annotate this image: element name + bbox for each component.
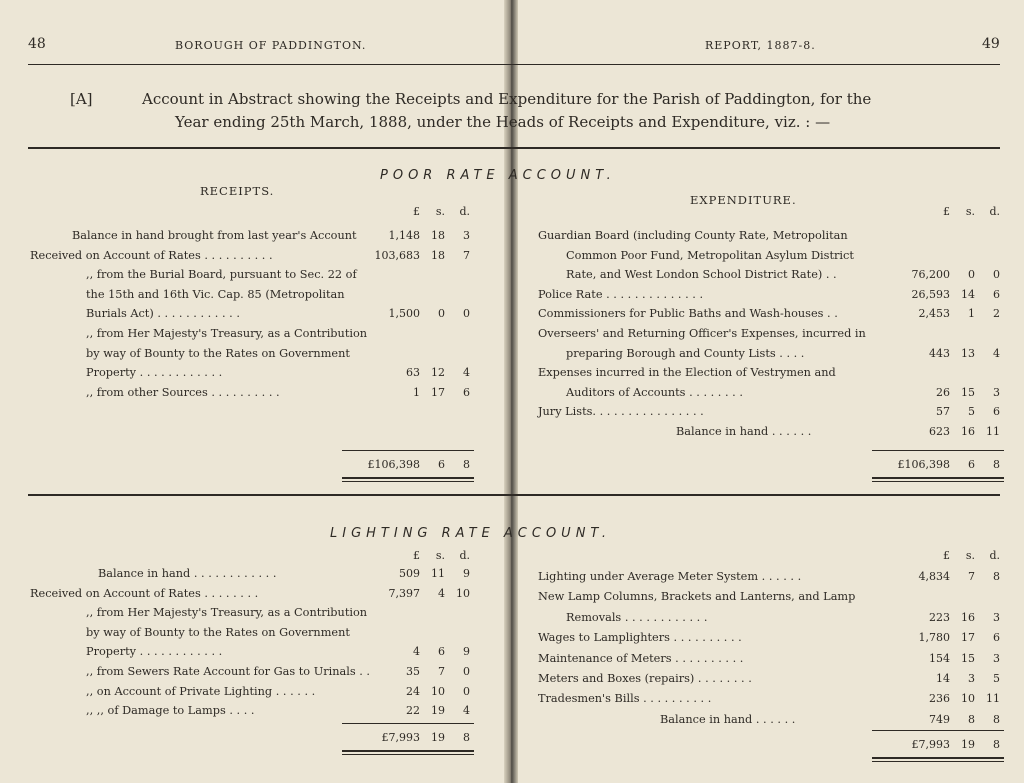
lighting-receipts-item-pence: 0 <box>463 665 470 678</box>
poor-expenditure-item-pence: 3 <box>993 385 1000 399</box>
poor-expenditure-shilling-header: s. <box>965 205 975 218</box>
lighting-expenditure-item-shillings: 10 <box>961 692 975 706</box>
running-header-right: REPORT, 1887-8. <box>705 39 816 52</box>
poor-expenditure-item-pence: 2 <box>993 307 1000 321</box>
lighting-rate-heading: LIGHTING RATE ACCOUNT. <box>330 526 611 541</box>
lighting-receipts-item-pence: 9 <box>463 645 470 659</box>
poor-expenditure-pence-header: d. <box>989 205 1000 218</box>
page-number-left: 48 <box>28 36 46 52</box>
poor-receipts-total-pence: 8 <box>463 458 470 471</box>
poor-receipts-item-pounds: 1,148 <box>388 229 420 242</box>
lighting-expenditure-total-shillings: 19 <box>961 738 975 751</box>
lighting-expenditure-total-double-rule-1 <box>872 757 1004 759</box>
poor-expenditure-item-shillings: 5 <box>968 405 975 419</box>
poor-receipts-heading: RECEIPTS. <box>200 184 275 198</box>
poor-receipts-item-shillings: 18 <box>431 248 445 262</box>
lighting-expenditure-total-double-rule-2 <box>872 761 1004 762</box>
lighting-expenditure-item-text: Maintenance of Meters . . . . . . . . . . <box>538 651 744 665</box>
poor-expenditure-item-shillings: 13 <box>961 346 975 360</box>
lighting-expenditure-item-pence: 6 <box>993 631 1000 645</box>
lighting-expenditure-item-shillings: 16 <box>961 610 975 624</box>
poor-expenditure-item-pounds: 57 <box>936 405 950 419</box>
lighting-receipts-item-shillings: 19 <box>431 704 445 718</box>
poor-expenditure-item-pounds: 76,200 <box>911 268 950 282</box>
lighting-receipts-item-text: Received on Account of Rates . . . . . . . . <box>30 586 259 600</box>
lighting-expenditure-item-shillings: 3 <box>968 672 975 685</box>
poor-rate-heading: POOR RATE ACCOUNT. <box>380 168 616 183</box>
poor-receipts-item-pence: 0 <box>463 307 470 321</box>
lighting-receipts-item-text: Property . . . . . . . . . . . . <box>86 645 223 659</box>
poor-expenditure-item-text: Rate, and West London School District Rate) . . <box>566 268 837 282</box>
poor-receipts-item-pounds: 1,500 <box>388 307 420 321</box>
lighting-receipts-item-pence: 9 <box>463 567 470 580</box>
poor-expenditure-item-pence: 0 <box>993 268 1000 282</box>
poor-expenditure-item-text: Jury Lists. . . . . . . . . . . . . . . . <box>538 405 704 419</box>
poor-receipts-item-text: ,, from Her Majesty's Treasury, as a Contribution <box>86 327 368 340</box>
lighting-receipts-item-pounds: 35 <box>406 665 420 678</box>
lighting-receipts-pound-header: £ <box>413 549 420 562</box>
lighting-expenditure-item-text: Tradesmen's Bills . . . . . . . . . . <box>538 692 712 706</box>
poor-expenditure-item-text: Balance in hand . . . . . . <box>676 425 812 438</box>
lighting-receipts-item-pounds: 24 <box>406 684 420 698</box>
poor-expenditure-item-shillings: 15 <box>961 385 975 399</box>
lighting-expenditure-item-pounds: 4,834 <box>918 570 950 583</box>
poor-expenditure-item-pence: 6 <box>993 405 1000 419</box>
poor-expenditure-item-pounds: 2,453 <box>918 307 950 321</box>
header-rule <box>28 64 1000 65</box>
lighting-receipts-total-double-rule-1 <box>342 750 474 752</box>
poor-expenditure-item-text: Commissioners for Public Baths and Wash-houses . . <box>538 307 838 321</box>
poor-expenditure-total-shillings: 6 <box>968 458 975 471</box>
lighting-receipts-item-pounds: 509 <box>399 567 420 580</box>
poor-receipts-item-text: the 15th and 16th Vic. Cap. 85 (Metropolitan <box>86 287 345 301</box>
poor-receipts-item-shillings: 18 <box>431 229 445 242</box>
lighting-receipts-item-shillings: 11 <box>431 567 445 580</box>
lighting-receipts-item-shillings: 4 <box>438 586 445 600</box>
lighting-expenditure-item-pence: 5 <box>993 672 1000 685</box>
poor-expenditure-item-text: Guardian Board (including County Rate, Metropolitan <box>538 229 848 242</box>
lighting-receipts-item-text: Balance in hand . . . . . . . . . . . . <box>98 567 277 580</box>
lighting-expenditure-item-shillings: 7 <box>968 570 975 583</box>
poor-receipts-sum-rule <box>342 450 474 451</box>
lighting-receipts-pence-header: d. <box>459 549 470 562</box>
poor-receipts-item-text: Balance in hand brought from last year's Account <box>72 229 357 242</box>
section-tag: [A] <box>70 90 93 108</box>
poor-expenditure-item-shillings: 1 <box>968 307 975 321</box>
poor-receipts-shilling-header: s. <box>435 205 445 218</box>
lighting-receipts-item-text: ,, ,, of Damage to Lamps . . . . <box>86 704 255 718</box>
lighting-expenditure-item-shillings: 17 <box>961 631 975 645</box>
lighting-expenditure-item-pounds: 236 <box>929 692 950 706</box>
poor-expenditure-item-text: preparing Borough and County Lists . . . . <box>566 346 805 360</box>
poor-receipts-item-pounds: 103,683 <box>374 248 420 262</box>
lighting-receipts-total-pounds: £7,993 <box>381 731 420 744</box>
title-line-2: Year ending 25th March, 1888, under the Heads of Receipts and Expenditure, viz. : — <box>175 113 831 131</box>
lighting-expenditure-item-pence: 11 <box>986 692 1000 706</box>
poor-expenditure-item-text: Overseers' and Returning Officer's Expenses, incurred in <box>538 327 866 340</box>
poor-expenditure-item-pounds: 26 <box>936 385 950 399</box>
poor-receipts-total-shillings: 6 <box>438 458 445 471</box>
lighting-expenditure-total-pounds: £7,993 <box>911 738 950 751</box>
poor-receipts-total-double-rule-1 <box>342 477 474 479</box>
poor-expenditure-item-pounds: 443 <box>929 346 950 360</box>
running-header-left: BOROUGH OF PADDINGTON. <box>175 39 367 52</box>
lighting-expenditure-pence-header: d. <box>989 549 1000 562</box>
lighting-expenditure-item-text: Removals . . . . . . . . . . . . <box>566 610 708 624</box>
lighting-receipts-item-text: ,, on Account of Private Lighting . . . . . . <box>86 684 316 698</box>
poor-expenditure-item-shillings: 0 <box>968 268 975 282</box>
lighting-receipts-item-pence: 0 <box>463 684 470 698</box>
poor-receipts-item-text: Received on Account of Rates . . . . . . . . . . <box>30 248 273 262</box>
lighting-receipts-item-shillings: 7 <box>438 665 445 678</box>
lighting-receipts-item-text: ,, from Her Majesty's Treasury, as a Contribution <box>86 606 368 620</box>
poor-expenditure-item-shillings: 14 <box>961 287 975 301</box>
poor-receipts-pound-header: £ <box>413 205 420 218</box>
poor-expenditure-item-text: Police Rate . . . . . . . . . . . . . . <box>538 287 704 301</box>
lighting-expenditure-item-pence: 3 <box>993 610 1000 624</box>
lighting-expenditure-item-pence: 8 <box>993 570 1000 583</box>
poor-expenditure-item-text: Common Poor Fund, Metropolitan Asylum District <box>566 248 854 262</box>
poor-expenditure-item-pounds: 26,593 <box>911 287 950 301</box>
lighting-expenditure-item-pounds: 1,780 <box>918 631 950 645</box>
lighting-expenditure-item-text: Wages to Lamplighters . . . . . . . . . . <box>538 631 742 645</box>
poor-expenditure-item-pounds: 623 <box>929 425 950 438</box>
section-divider-rule <box>28 494 1000 496</box>
poor-expenditure-item-pence: 4 <box>993 346 1000 360</box>
lighting-receipts-item-pounds: 22 <box>406 704 420 718</box>
poor-expenditure-item-text: Expenses incurred in the Election of Vestrymen and <box>538 366 836 380</box>
lighting-receipts-item-shillings: 10 <box>431 684 445 698</box>
poor-expenditure-total-pounds: £106,398 <box>897 458 950 471</box>
poor-receipts-item-text: ,, from the Burial Board, pursuant to Sec. 22 of <box>86 268 357 282</box>
lighting-expenditure-item-shillings: 15 <box>961 651 975 665</box>
poor-receipts-total-pounds: £106,398 <box>367 458 420 471</box>
lighting-expenditure-item-text: Meters and Boxes (repairs) . . . . . . . . <box>538 672 752 685</box>
poor-receipts-item-pounds: 1 <box>413 385 420 399</box>
lighting-receipts-total-pence: 8 <box>463 731 470 744</box>
poor-receipts-total-double-rule-2 <box>342 481 474 482</box>
poor-expenditure-item-text: Auditors of Accounts . . . . . . . . <box>566 385 743 399</box>
lighting-receipts-item-text: by way of Bounty to the Rates on Government <box>86 625 350 639</box>
poor-receipts-pence-header: d. <box>459 205 470 218</box>
lighting-receipts-item-pence: 10 <box>456 586 470 600</box>
lighting-expenditure-item-pence: 8 <box>993 712 1000 726</box>
poor-expenditure-item-shillings: 16 <box>961 425 975 438</box>
poor-receipts-item-pence: 6 <box>463 385 470 399</box>
poor-receipts-item-text: by way of Bounty to the Rates on Government <box>86 346 350 360</box>
lighting-expenditure-item-pounds: 14 <box>936 672 950 685</box>
lighting-receipts-total-double-rule-2 <box>342 754 474 755</box>
lighting-expenditure-item-text: Lighting under Average Meter System . . . . . . <box>538 570 802 583</box>
lighting-receipts-total-shillings: 19 <box>431 731 445 744</box>
lighting-expenditure-total-pence: 8 <box>993 738 1000 751</box>
lighting-receipts-item-pence: 4 <box>463 704 470 718</box>
poor-receipts-item-shillings: 17 <box>431 385 445 399</box>
poor-expenditure-sum-rule <box>872 450 1004 451</box>
title-rule <box>28 147 1000 149</box>
lighting-receipts-item-pounds: 7,397 <box>388 586 420 600</box>
poor-receipts-item-shillings: 0 <box>438 307 445 321</box>
lighting-expenditure-item-pence: 3 <box>993 651 1000 665</box>
poor-receipts-item-text: Burials Act) . . . . . . . . . . . . <box>86 307 240 321</box>
lighting-expenditure-item-pounds: 749 <box>929 712 950 726</box>
poor-expenditure-item-pence: 11 <box>986 425 1000 438</box>
page-number-right: 49 <box>982 36 1000 52</box>
lighting-expenditure-sum-rule <box>872 730 1004 731</box>
poor-expenditure-heading: EXPENDITURE. <box>690 193 797 207</box>
poor-expenditure-pound-header: £ <box>943 205 950 218</box>
poor-expenditure-total-pence: 8 <box>993 458 1000 471</box>
lighting-expenditure-shilling-header: s. <box>965 549 975 562</box>
poor-receipts-item-pence: 7 <box>463 248 470 262</box>
lighting-receipts-sum-rule <box>342 723 474 724</box>
poor-receipts-item-pounds: 63 <box>406 366 420 380</box>
poor-receipts-item-text: ,, from other Sources . . . . . . . . . . <box>86 385 280 399</box>
lighting-expenditure-item-text: New Lamp Columns, Brackets and Lanterns, and Lamp <box>538 590 856 604</box>
lighting-expenditure-item-shillings: 8 <box>968 712 975 726</box>
lighting-receipts-item-pounds: 4 <box>413 645 420 659</box>
poor-expenditure-total-double-rule-1 <box>872 477 1004 479</box>
poor-receipts-item-text: Property . . . . . . . . . . . . <box>86 366 223 380</box>
poor-receipts-item-shillings: 12 <box>431 366 445 380</box>
lighting-expenditure-pound-header: £ <box>943 549 950 562</box>
lighting-receipts-item-shillings: 6 <box>438 645 445 659</box>
poor-receipts-item-pence: 4 <box>463 366 470 380</box>
poor-expenditure-total-double-rule-2 <box>872 481 1004 482</box>
title-line-1: Account in Abstract showing the Receipts and Expenditure for the Parish of Paddington, for the <box>142 90 872 108</box>
lighting-expenditure-item-pounds: 154 <box>929 651 950 665</box>
lighting-expenditure-item-text: Balance in hand . . . . . . <box>660 712 796 726</box>
poor-receipts-item-pence: 3 <box>463 229 470 242</box>
poor-expenditure-item-pence: 6 <box>993 287 1000 301</box>
lighting-receipts-shilling-header: s. <box>435 549 445 562</box>
lighting-expenditure-item-pounds: 223 <box>929 610 950 624</box>
lighting-receipts-item-text: ,, from Sewers Rate Account for Gas to Urinals . . <box>86 665 371 678</box>
